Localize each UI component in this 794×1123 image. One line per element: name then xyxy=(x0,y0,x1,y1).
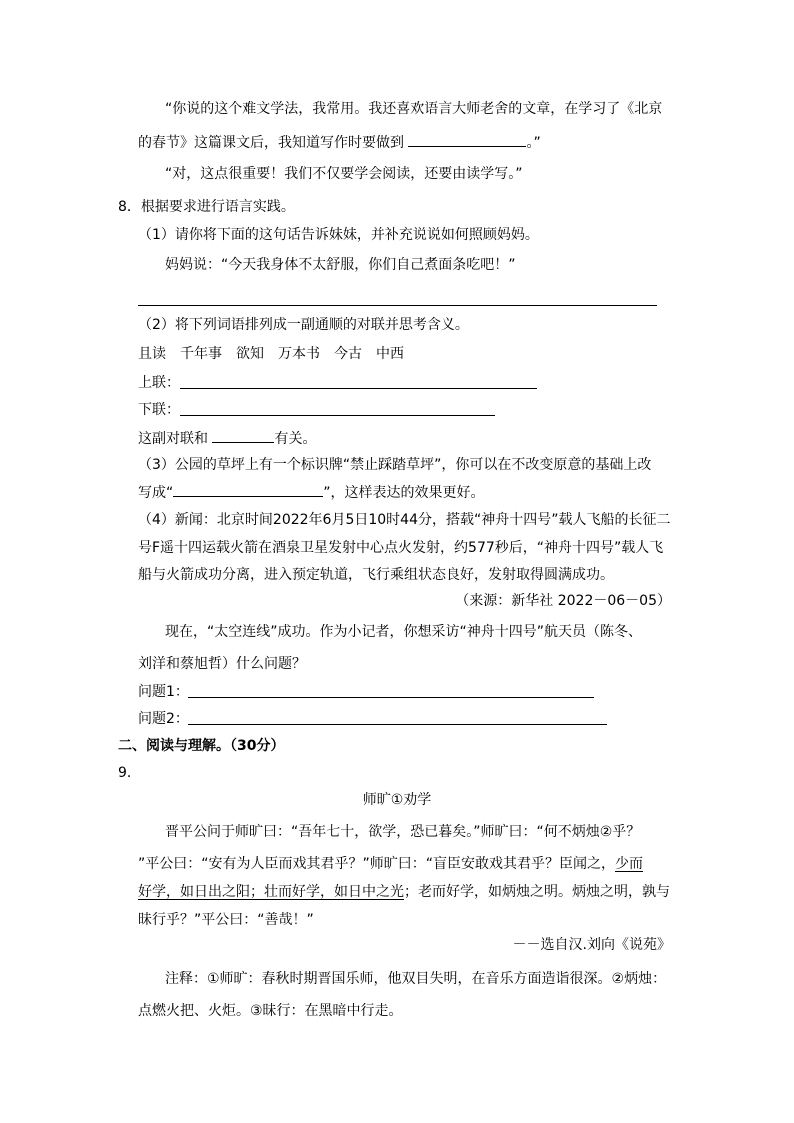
upper-couplet-line[interactable] xyxy=(180,388,537,389)
news-source: （来源：新华社 2022－06－05） xyxy=(455,593,671,609)
lower-couplet-line[interactable] xyxy=(180,415,495,416)
q8-sub2-prompt: （2）将下列词语排列成一副通顺的对联并思考含义。 xyxy=(138,317,469,333)
q8-sub2-words: 且读 千年事 欲知 万本书 今古 中西 xyxy=(138,346,404,362)
underlined-phrase-start: 少而 xyxy=(615,856,644,872)
rewrite-sign-blank[interactable] xyxy=(173,482,323,497)
passage-line-4: 昧行乎？”平公曰：“善哉！” xyxy=(138,912,314,928)
couplet-meaning-end: 有关。 xyxy=(274,431,317,447)
couplet-meaning-text: 这副对联和 xyxy=(138,431,213,447)
interview-prompt-line-1: 现在，“太空连线”成功。作为小记者，你想采访“神舟十四号”航天员（陈冬、 xyxy=(165,624,643,640)
question-2-line[interactable] xyxy=(188,724,607,725)
passage-line-3 xyxy=(138,882,670,902)
section-2-heading: 二、阅读与理解。（30分） xyxy=(118,738,285,754)
passage-line-2 xyxy=(138,854,643,874)
passage-line-3-text: ；老而好学，如炳烛之明。炳烛之明，孰与 xyxy=(404,884,670,900)
notes-line-2: 点燃火把、火炬。③昧行：在黑暗中行走。 xyxy=(138,1003,403,1019)
dialogue-line-2 xyxy=(138,132,541,153)
question-1-label: 问题1： xyxy=(138,684,189,700)
q8-sub3-line1: （3）公园的草坪上有一个标识牌“禁止踩踏草坪”，你可以在不改变原意的基础上改 xyxy=(138,457,652,473)
dialogue-line-2-text: 的春节》这篇课文后，我知道写作时要做到 xyxy=(138,135,409,151)
passage-source: －－选自汉.刘向《说苑》 xyxy=(512,937,671,953)
answer-blank-writing[interactable] xyxy=(408,132,526,147)
passage-line-1: 晋平公问于师旷曰：“吾年七十，欲学，恐已暮矣。”师旷曰：“何不炳烛②乎？ xyxy=(165,824,641,840)
q8-sub1-quote: 妈妈说：“今天我身体不太舒服，你们自己煮面条吃吧！” xyxy=(165,257,516,273)
dialogue-line-3: “对，这点很重要！我们不仅要学会阅读，还要由读学写。” xyxy=(165,166,523,182)
notes-line-1: 注释：①师旷：春秋时期晋国乐师，他双目失明，在音乐方面造诣很深。②炳烛： xyxy=(165,971,667,987)
underlined-phrase: 好学，如日出之阳；壮而好学，如日中之光 xyxy=(138,884,404,900)
dialogue-line-2-end: 。” xyxy=(526,135,541,151)
upper-couplet-label: 上联： xyxy=(138,375,180,391)
q8-sub3-line2-start: 写成“ xyxy=(138,485,174,501)
interview-prompt-line-2: 刘洋和蔡旭哲）什么问题？ xyxy=(138,656,306,672)
news-line-2: 号F遥十四运载火箭在酒泉卫星发射中心点火发射，约577秒后，“神舟十四号”载人飞 xyxy=(138,540,664,556)
q8-sub3-line2 xyxy=(138,482,485,503)
q8-sub3-line2-end: ”，这样表达的效果更好。 xyxy=(323,485,485,501)
answer-line-sub1[interactable] xyxy=(138,305,657,306)
question-2-label: 问题2： xyxy=(138,711,189,727)
lower-couplet-label: 下联： xyxy=(138,402,180,418)
question-9-number: 9． xyxy=(118,765,141,781)
passage-title: 师旷①劝学 xyxy=(362,792,432,808)
news-line-3: 船与火箭成功分离，进入预定轨道，飞行乘组状态良好，发射取得圆满成功。 xyxy=(138,567,614,583)
couplet-meaning-blank[interactable] xyxy=(212,428,274,443)
passage-line-2-text: ”平公曰：“安有为人臣而戏其君乎？”师旷曰：“盲臣安敢戏其君乎？臣闻之， xyxy=(138,856,616,872)
news-line-1: （4）新闻：北京时间2022年6月5日10时44分，搭载“神舟十四号”载人飞船的长征二 xyxy=(138,512,671,528)
dialogue-line-1: “你说的这个难文学法，我常用。我还喜欢语言大师老舍的文章，在学习了《北京 xyxy=(165,101,663,117)
question-1-line[interactable] xyxy=(188,697,594,698)
question-8-title: 8．根据要求进行语言实践。 xyxy=(118,199,295,215)
q8-sub1-prompt: （1）请你将下面的这句话告诉妹妹，并补充说说如何照顾妈妈。 xyxy=(138,227,539,243)
couplet-meaning-line xyxy=(138,428,316,449)
